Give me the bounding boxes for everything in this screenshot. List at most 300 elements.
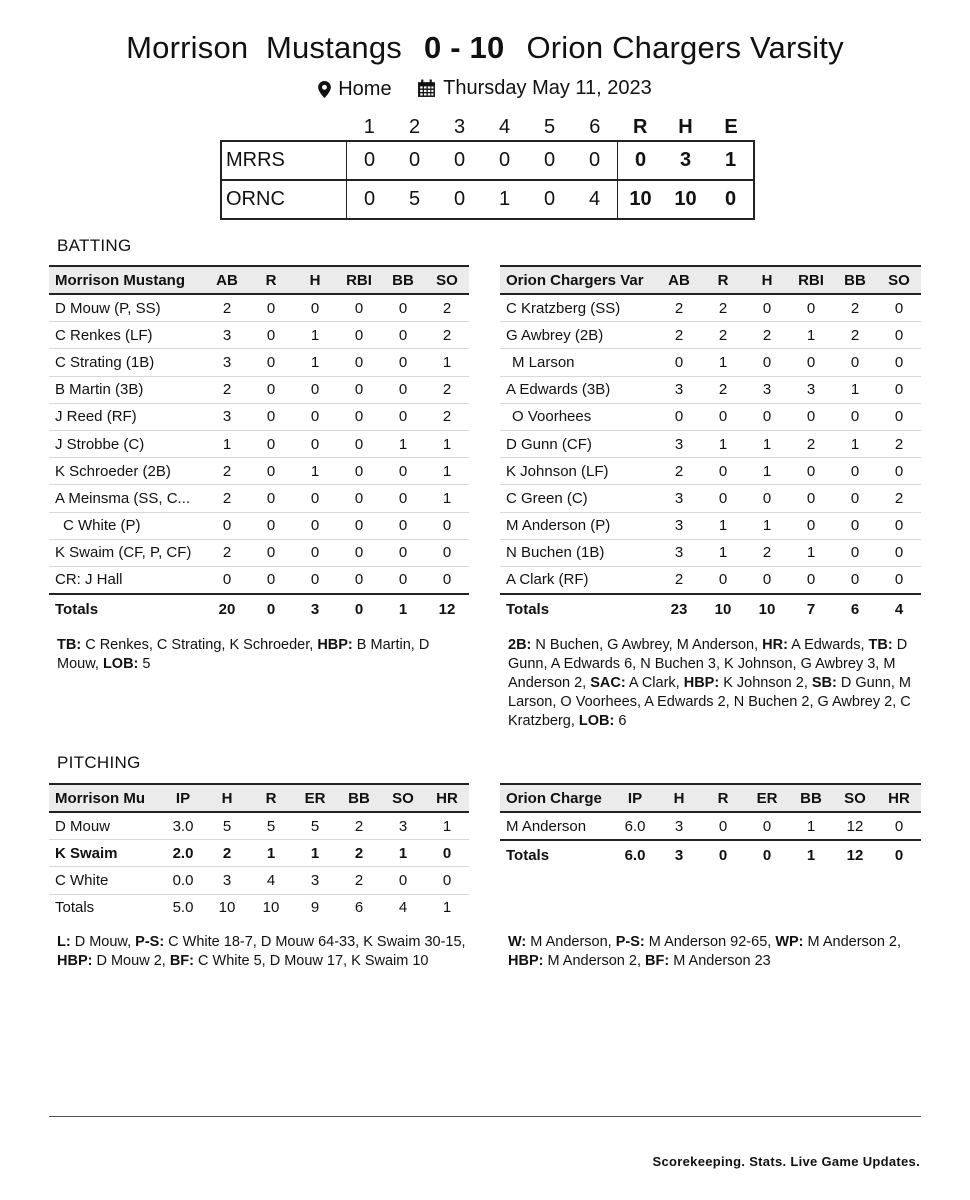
batting-row — [500, 512, 921, 539]
batting-section-label: BATTING — [57, 236, 132, 255]
stat-cell: 0 — [877, 566, 921, 594]
pitching-section-label: PITCHING — [57, 753, 141, 772]
stat-cell: 0 — [293, 376, 337, 403]
stat-column-header: AB — [657, 266, 701, 294]
stat-column-header: RBI — [337, 266, 381, 294]
stat-cell: 1 — [425, 485, 469, 512]
player-name: K Schroeder (2B) — [49, 458, 205, 485]
note-text: D Mouw, — [70, 934, 136, 950]
stat-cell: 1 — [745, 458, 789, 485]
stat-cell: 2 — [205, 294, 249, 322]
stat-cell: 0 — [381, 485, 425, 512]
stat-cell: 0 — [249, 485, 293, 512]
note-label: 2B: — [508, 637, 532, 653]
player-name: B Martin (3B) — [49, 376, 205, 403]
stat-cell: 2 — [337, 867, 381, 894]
stat-column-header: ER — [293, 784, 337, 812]
stat-cell: 12 — [833, 840, 877, 870]
note-text: M Anderson 2, — [803, 934, 902, 950]
stat-cell: 1 — [293, 322, 337, 349]
player-name: Totals — [500, 594, 657, 624]
stat-cell: 0 — [425, 867, 469, 894]
stat-cell: 2 — [425, 322, 469, 349]
stat-column-header: RBI — [789, 266, 833, 294]
stat-cell: 1 — [293, 458, 337, 485]
stat-cell: 23 — [657, 594, 701, 624]
stat-cell: 1 — [425, 349, 469, 376]
stat-column-header: AB — [205, 266, 249, 294]
inning-header: 3 — [453, 115, 466, 138]
team-column-header: Morrison Mustang — [49, 266, 205, 294]
stat-cell: 0 — [657, 403, 701, 430]
stat-cell: 0 — [293, 485, 337, 512]
stat-cell: 3 — [745, 376, 789, 403]
stat-cell: 4 — [877, 594, 921, 624]
batting-row — [49, 485, 469, 512]
date-text: Thursday May 11, 2023 — [443, 77, 652, 99]
stat-cell: 5.0 — [172, 899, 194, 917]
linescore-table — [220, 114, 755, 220]
team-column-header: Orion Chargers Var — [500, 266, 657, 294]
stat-column-header: BB — [833, 266, 877, 294]
stat-column-header: R — [701, 266, 745, 294]
stat-column-header: BB — [337, 784, 381, 812]
stat-cell: 0 — [249, 349, 293, 376]
note-label: HBP: — [57, 953, 93, 969]
stat-cell: 10 — [218, 899, 236, 917]
note-text: 6 — [614, 713, 627, 729]
batting-row — [500, 566, 921, 594]
team-abbrev: MRRS — [221, 141, 347, 180]
batting-row — [500, 458, 921, 485]
inning-score: 0 — [347, 180, 393, 219]
stat-cell: 0 — [337, 294, 381, 322]
stat-cell: 9 — [310, 899, 320, 917]
linescore-header — [221, 114, 754, 141]
stat-cell: 0 — [293, 566, 337, 594]
batting-row — [49, 512, 469, 539]
runs-total: 10 — [618, 180, 664, 219]
player-name: Totals — [55, 899, 95, 917]
stat-cell: 0 — [425, 566, 469, 594]
inning-header: 5 — [543, 115, 556, 138]
stat-cell: 2 — [833, 322, 877, 349]
stat-cell: 0 — [789, 403, 833, 430]
stat-cell: 0 — [249, 294, 293, 322]
player-name: C Green (C) — [500, 485, 657, 512]
player-name: K Swaim — [49, 840, 161, 867]
stat-column-header: R — [249, 784, 293, 812]
stat-cell: 0 — [701, 566, 745, 594]
stat-cell: 2 — [205, 840, 249, 867]
game-info — [0, 77, 970, 104]
stat-cell: 3 — [657, 376, 701, 403]
note-text: N Buchen, G Awbrey, M Anderson, — [531, 637, 763, 653]
stat-cell: 2 — [745, 322, 789, 349]
stat-cell: 0 — [337, 349, 381, 376]
note-text: 5 — [138, 656, 151, 672]
batting-row — [49, 322, 469, 349]
stat-column-header: SO — [877, 266, 921, 294]
stat-cell: 1 — [205, 430, 249, 457]
stat-cell: 0 — [337, 594, 381, 624]
note-label: TB: — [57, 637, 82, 653]
note-label: SB: — [811, 675, 837, 691]
stat-column-header: R — [249, 266, 293, 294]
batting-row — [500, 294, 921, 322]
stat-cell: 3 — [205, 867, 249, 894]
batting-row — [49, 376, 469, 403]
note-label: HBP: — [683, 675, 720, 691]
date — [417, 77, 652, 100]
stat-cell: 3 — [293, 594, 337, 624]
pitching-table-away — [500, 783, 921, 870]
stat-cell: 1 — [701, 349, 745, 376]
stat-cell: 2 — [337, 812, 381, 840]
player-name: K Johnson (LF) — [500, 458, 657, 485]
stat-cell: 0 — [337, 430, 381, 457]
batting-row — [49, 349, 469, 376]
stat-cell: 0 — [745, 294, 789, 322]
pitching-row — [49, 867, 469, 894]
stat-cell: 0 — [381, 349, 425, 376]
stat-cell: 0 — [833, 539, 877, 566]
stat-column-header: H — [293, 266, 337, 294]
stat-cell: 0 — [745, 840, 789, 870]
inning-score: 0 — [482, 141, 527, 180]
map-pin-icon — [318, 81, 331, 98]
stat-cell: 0 — [381, 322, 425, 349]
pitching-header-away — [500, 784, 921, 812]
player-name: M Anderson (P) — [500, 512, 657, 539]
note-text: M Anderson, — [526, 934, 616, 950]
stat-cell: 0 — [745, 349, 789, 376]
player-name: CR: J Hall — [49, 566, 205, 594]
stat-column-header: H — [745, 266, 789, 294]
stat-cell: 3 — [657, 840, 701, 870]
stat-cell: 0 — [789, 294, 833, 322]
team-column-header: Orion Charge — [500, 784, 613, 812]
stat-cell: 0 — [293, 403, 337, 430]
player-name: A Meinsma (SS, C... — [49, 485, 205, 512]
note-label: BF: — [169, 953, 194, 969]
stat-cell: 3 — [789, 376, 833, 403]
stat-cell: 0 — [877, 322, 921, 349]
note-label: LOB: — [102, 656, 139, 672]
stat-cell: 1 — [745, 430, 789, 457]
batting-row — [500, 485, 921, 512]
stat-cell: 12 — [425, 594, 469, 624]
stat-cell: 1 — [789, 539, 833, 566]
batting-row — [49, 458, 469, 485]
stat-cell: 1 — [442, 899, 452, 917]
inning-score: 1 — [482, 180, 527, 219]
inning-score: 5 — [392, 180, 437, 219]
stat-cell: 0 — [293, 294, 337, 322]
batting-table-home — [49, 265, 469, 624]
batting-row — [500, 322, 921, 349]
inning-header: 6 — [589, 115, 601, 138]
stat-cell: 0 — [381, 539, 425, 566]
note-text: C White 5, D Mouw 17, K Swaim 10 — [193, 953, 429, 969]
stat-cell: 0 — [337, 458, 381, 485]
player-name: C White (P) — [49, 512, 205, 539]
pitching-row — [500, 812, 921, 840]
batting-row — [500, 376, 921, 403]
note-label: P-S: — [615, 934, 645, 950]
stat-cell: 0 — [337, 322, 381, 349]
team-abbrev: ORNC — [221, 180, 347, 219]
inning-score: 0 — [437, 180, 482, 219]
stat-cell: 5 — [293, 812, 337, 840]
stat-cell: 0 — [425, 840, 469, 867]
stat-cell: 1 — [745, 512, 789, 539]
stat-cell: 1 — [833, 376, 877, 403]
stat-cell: 2 — [657, 322, 701, 349]
player-name: C White — [49, 867, 161, 894]
stat-cell: 10 — [701, 594, 745, 624]
away-team-name: Orion Chargers Varsity — [526, 30, 844, 65]
player-name: M Anderson — [500, 812, 613, 840]
player-name: Totals — [49, 594, 205, 624]
stat-cell: 3 — [205, 322, 249, 349]
hits-total: 10 — [663, 180, 708, 219]
stat-cell: 20 — [205, 594, 249, 624]
stat-cell: 1 — [293, 840, 337, 867]
pitching-header-home — [49, 784, 469, 812]
batting-row — [49, 294, 469, 322]
stat-column-header: HR — [877, 784, 921, 812]
stat-cell: 2 — [701, 294, 745, 322]
stat-cell: 3 — [657, 485, 701, 512]
stat-cell: 0 — [293, 512, 337, 539]
stat-cell: 0 — [833, 566, 877, 594]
stat-cell: 0 — [381, 294, 425, 322]
stat-cell: 0 — [833, 512, 877, 539]
stat-column-header: H — [205, 784, 249, 812]
stat-cell: 5 — [249, 812, 293, 840]
hits-header: H — [678, 115, 693, 138]
stat-cell: 3 — [293, 867, 337, 894]
stat-cell: 0 — [789, 566, 833, 594]
note-label: L: — [57, 934, 71, 950]
stat-column-header: BB — [789, 784, 833, 812]
stat-cell: 3 — [205, 403, 249, 430]
stat-cell: 0 — [833, 349, 877, 376]
player-name: O Voorhees — [500, 403, 657, 430]
note-text: M Anderson 2, — [543, 953, 646, 969]
stat-cell: 2 — [425, 376, 469, 403]
stat-cell: 4 — [398, 899, 408, 917]
batting-row — [500, 403, 921, 430]
stat-cell: 0 — [701, 403, 745, 430]
stat-cell: 0 — [381, 458, 425, 485]
note-text: D Gunn, A Edwards 6, N Buchen 3, K Johnson, G Awbrey 3, M Anderson 2, — [508, 637, 908, 691]
stat-cell: 2 — [745, 539, 789, 566]
batting-row — [49, 566, 469, 594]
note-label: BF: — [645, 953, 670, 969]
stat-cell: 1 — [381, 840, 425, 867]
inning-score: 0 — [347, 141, 393, 180]
stat-column-header: R — [701, 784, 745, 812]
footer-tagline: Scorekeeping. Stats. Live Game Updates. — [652, 1154, 920, 1169]
stat-cell: 4 — [249, 867, 293, 894]
player-name: J Reed (RF) — [49, 403, 205, 430]
stat-column-header: IP — [161, 784, 205, 812]
stat-cell: 0 — [789, 349, 833, 376]
batting-header-home — [49, 266, 469, 294]
note-text: C Renkes, C Strating, K Schroeder, — [81, 637, 318, 653]
note-text: K Johnson 2, — [719, 675, 812, 691]
stat-cell: 3 — [657, 430, 701, 457]
note-label: HBP: — [508, 953, 544, 969]
player-name: Totals — [500, 840, 613, 870]
hits-total: 3 — [663, 141, 708, 180]
pitching-notes-home — [57, 933, 467, 971]
runs-header: R — [633, 115, 648, 138]
stat-cell: 12 — [833, 812, 877, 840]
stat-cell: 10 — [262, 899, 280, 917]
stat-cell: 0 — [745, 485, 789, 512]
stat-column-header: SO — [833, 784, 877, 812]
stat-cell: 0 — [657, 349, 701, 376]
stat-cell: 0 — [337, 539, 381, 566]
totals-row — [500, 594, 921, 624]
errors-total: 1 — [708, 141, 754, 180]
stat-cell: 0 — [249, 322, 293, 349]
stat-cell: 6 — [354, 899, 364, 917]
note-text: C White 18-7, D Mouw 64-33, K Swaim 30-15, — [164, 934, 466, 950]
stat-column-header: BB — [381, 266, 425, 294]
player-name: K Swaim (CF, P, CF) — [49, 539, 205, 566]
stat-cell: 1 — [789, 322, 833, 349]
stat-cell: 0 — [701, 485, 745, 512]
stat-cell: 0 — [337, 485, 381, 512]
stat-cell: 0 — [249, 539, 293, 566]
stat-cell: 0 — [877, 294, 921, 322]
stat-cell: 2 — [425, 294, 469, 322]
stat-cell: 2 — [877, 485, 921, 512]
player-name: A Clark (RF) — [500, 566, 657, 594]
inning-score: 0 — [527, 141, 572, 180]
player-name: C Strating (1B) — [49, 349, 205, 376]
stat-cell: 1 — [789, 840, 833, 870]
batting-row — [500, 539, 921, 566]
stat-cell: 2 — [205, 485, 249, 512]
stat-column-header: SO — [381, 784, 425, 812]
stat-cell: 3 — [657, 539, 701, 566]
footer-divider — [49, 1116, 921, 1117]
stat-cell: 1 — [425, 812, 469, 840]
stat-cell: 0 — [249, 430, 293, 457]
team-column-header: Morrison Mu — [49, 784, 161, 812]
stat-cell: 0 — [877, 539, 921, 566]
stat-cell: 0 — [833, 403, 877, 430]
note-text: D Gunn, M Larson, O Voorhees, A Edwards 2, N Buchen 2, G Awbrey 2, C Kratzberg, — [508, 675, 911, 729]
stat-cell: 0 — [701, 458, 745, 485]
calendar-icon — [417, 79, 436, 98]
stat-cell: 2 — [657, 294, 701, 322]
stat-cell: 2 — [789, 430, 833, 457]
stat-cell: 0 — [745, 566, 789, 594]
inning-header: 4 — [498, 115, 511, 138]
note-text: M Anderson 92-65, — [644, 934, 776, 950]
stat-cell: 1 — [789, 812, 833, 840]
stat-cell: 0 — [337, 566, 381, 594]
stat-cell: 0 — [337, 403, 381, 430]
location-text: Home — [338, 78, 392, 100]
stat-cell: 2 — [205, 539, 249, 566]
stat-cell: 0 — [381, 867, 425, 894]
note-text: M Anderson 23 — [669, 953, 771, 969]
linescore-row-home — [221, 141, 754, 180]
stat-cell: 0 — [337, 376, 381, 403]
note-label: P-S: — [135, 934, 165, 950]
stat-cell: 0 — [293, 539, 337, 566]
stat-cell: 0 — [381, 376, 425, 403]
stat-cell: 2 — [701, 376, 745, 403]
inning-score: 0 — [572, 141, 618, 180]
stat-cell: 3 — [381, 812, 425, 840]
stat-cell: 0 — [205, 566, 249, 594]
note-text: D Mouw 2, — [92, 953, 170, 969]
stat-cell: 1 — [701, 539, 745, 566]
note-text: A Edwards, — [787, 637, 869, 653]
stat-cell: 0 — [701, 812, 745, 840]
stat-cell: 0 — [877, 512, 921, 539]
stat-cell: 1 — [381, 594, 425, 624]
stat-cell: 2 — [657, 458, 701, 485]
stat-cell: 0 — [789, 458, 833, 485]
batting-row — [49, 430, 469, 457]
stat-cell: 0 — [205, 512, 249, 539]
batting-row — [500, 349, 921, 376]
stat-cell: 0 — [789, 512, 833, 539]
player-name: C Kratzberg (SS) — [500, 294, 657, 322]
stat-cell: 0 — [425, 512, 469, 539]
stat-cell: 0 — [833, 485, 877, 512]
note-label: LOB: — [578, 713, 615, 729]
stat-cell: 1 — [293, 349, 337, 376]
pitching-notes-away — [508, 933, 918, 971]
player-name: G Awbrey (2B) — [500, 322, 657, 349]
inning-header: 2 — [408, 115, 421, 138]
batting-table-away — [500, 265, 921, 624]
batting-row — [49, 403, 469, 430]
stat-column-header: ER — [745, 784, 789, 812]
note-label: HBP: — [317, 637, 353, 653]
stat-cell: 0 — [249, 458, 293, 485]
player-name: A Edwards (3B) — [500, 376, 657, 403]
stat-cell: 0 — [249, 566, 293, 594]
note-text: A Clark, — [625, 675, 684, 691]
stat-cell: 3 — [657, 812, 701, 840]
note-label: TB: — [868, 637, 893, 653]
pitching-table-home — [49, 783, 469, 921]
stat-cell: 0 — [249, 376, 293, 403]
stat-cell: 0 — [293, 430, 337, 457]
batting-notes-home — [57, 636, 462, 674]
stat-cell: 0 — [425, 539, 469, 566]
pitching-row — [49, 812, 469, 840]
stat-cell: 0 — [701, 840, 745, 870]
pitching-row — [49, 894, 469, 921]
stat-cell: 7 — [789, 594, 833, 624]
note-label: W: — [508, 934, 527, 950]
note-label: SAC: — [590, 675, 626, 691]
note-label: HR: — [762, 637, 788, 653]
stat-cell: 0 — [877, 376, 921, 403]
